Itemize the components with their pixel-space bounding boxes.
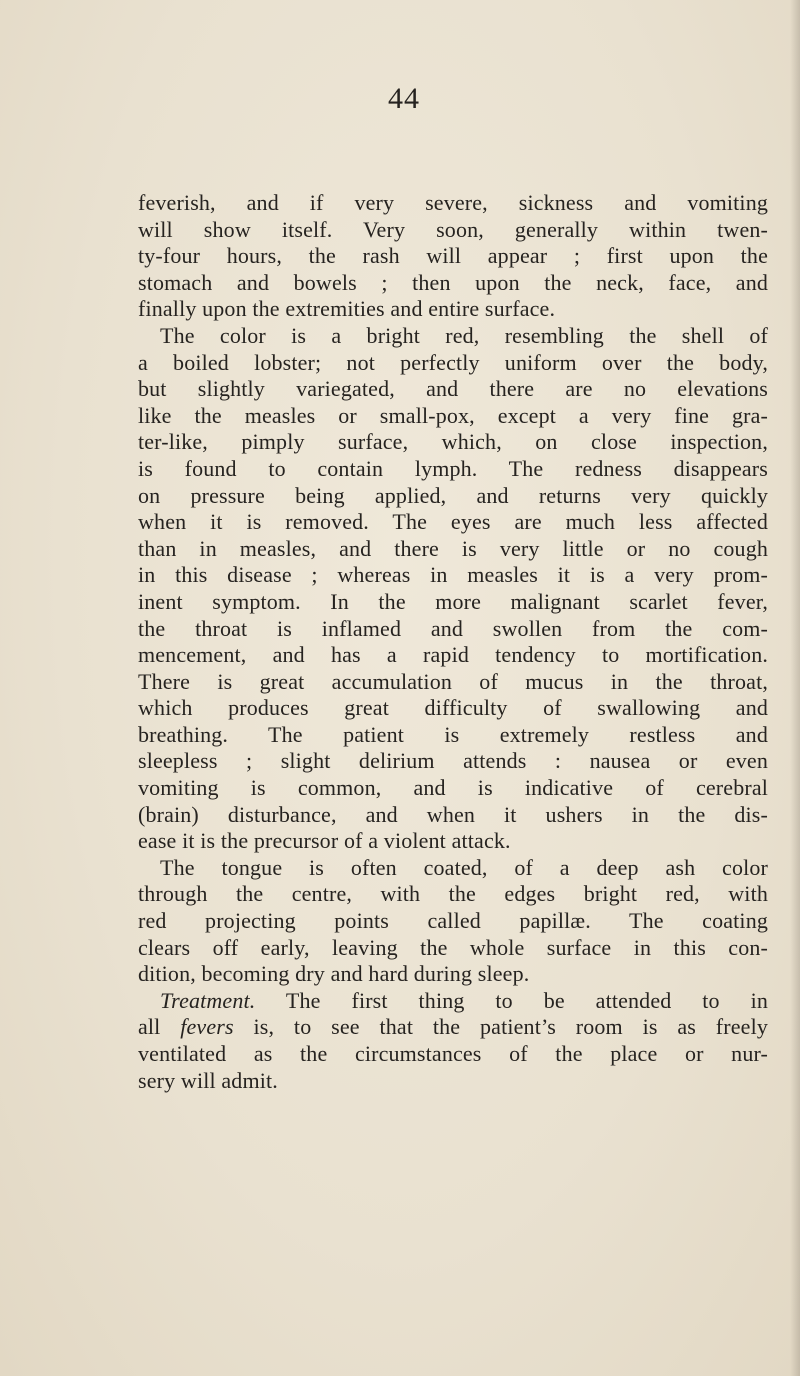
text-line: the throat is inflamed and swollen from the com- [138, 615, 768, 641]
text-line: will show itself. Very soon, generally within twen- [138, 216, 768, 242]
treatment-text: all [138, 1014, 181, 1040]
text-line: finally upon the extremities and entire surface. [138, 296, 556, 322]
text-line: like the measles or small-pox, except a very fine gra- [138, 402, 768, 428]
text-line: than in measles, and there is very little or no cough [138, 535, 768, 561]
text-line: clears off early, leaving the whole surface in this con- [138, 934, 768, 960]
text-line: a boiled lobster; not perfectly uniform over the body, [138, 349, 768, 375]
paragraph-start-line: The color is a bright red, resembling the shell of [160, 322, 768, 348]
text-line: mencement, and has a rapid tendency to mortification. [138, 642, 768, 668]
page-edge-shadow [790, 0, 800, 1376]
text-line: ty-four hours, the rash will appear ; first upon the [138, 243, 768, 269]
treatment-heading: Treatment. [160, 987, 256, 1013]
text-line: (brain) disturbance, and when it ushers in the dis- [138, 801, 768, 827]
treatment-text: is, to see that the patient’s room is as freely [233, 1014, 768, 1040]
text-line: red projecting points called papillæ. The coating [138, 908, 768, 934]
text-line: sery will admit. [138, 1067, 278, 1093]
text-line: in this disease ; whereas in measles it is a very prom- [138, 562, 768, 588]
body-text [138, 190, 768, 1094]
italic-term: fevers [180, 1014, 234, 1040]
text-line: vomiting is common, and is indicative of cerebral [138, 775, 768, 801]
text-line: ventilated as the circumstances of the place or nur- [138, 1041, 768, 1066]
text-line: ter-like, pimply surface, which, on close inspection, [138, 429, 768, 455]
text-line: on pressure being applied, and returns very quickly [138, 482, 768, 508]
treatment-line [138, 1014, 768, 1041]
text-line: which produces great difficulty of swallowing and [138, 695, 768, 721]
text-line: but slightly variegated, and there are no elevations [138, 376, 768, 402]
treatment-text: The first thing to be attended to in [255, 987, 768, 1013]
text-line: sleepless ; slight delirium attends : nausea or even [138, 748, 768, 774]
text-line: when it is removed. The eyes are much less affected [138, 509, 768, 535]
text-line: stomach and bowels ; then upon the neck, face, and [138, 269, 768, 295]
text-line: through the centre, with the edges bright red, with [138, 881, 768, 907]
paragraph-start-line: The tongue is often coated, of a deep ash color [160, 854, 768, 880]
text-line: There is great accumulation of mucus in the throat, [138, 668, 768, 694]
text-line: breathing. The patient is extremely restless and [138, 721, 768, 747]
text-line: feverish, and if very severe, sickness and vomiting [138, 190, 768, 215]
text-line: is found to contain lymph. The redness disappears [138, 455, 768, 481]
text-line: ease it is the precursor of a violent attack. [138, 828, 511, 854]
page-number: 44 [388, 82, 420, 115]
text-line: inent symptom. In the more malignant scarlet fever, [138, 588, 768, 614]
text-line: dition, becoming dry and hard during sleep. [138, 961, 530, 987]
treatment-line [138, 988, 768, 1015]
